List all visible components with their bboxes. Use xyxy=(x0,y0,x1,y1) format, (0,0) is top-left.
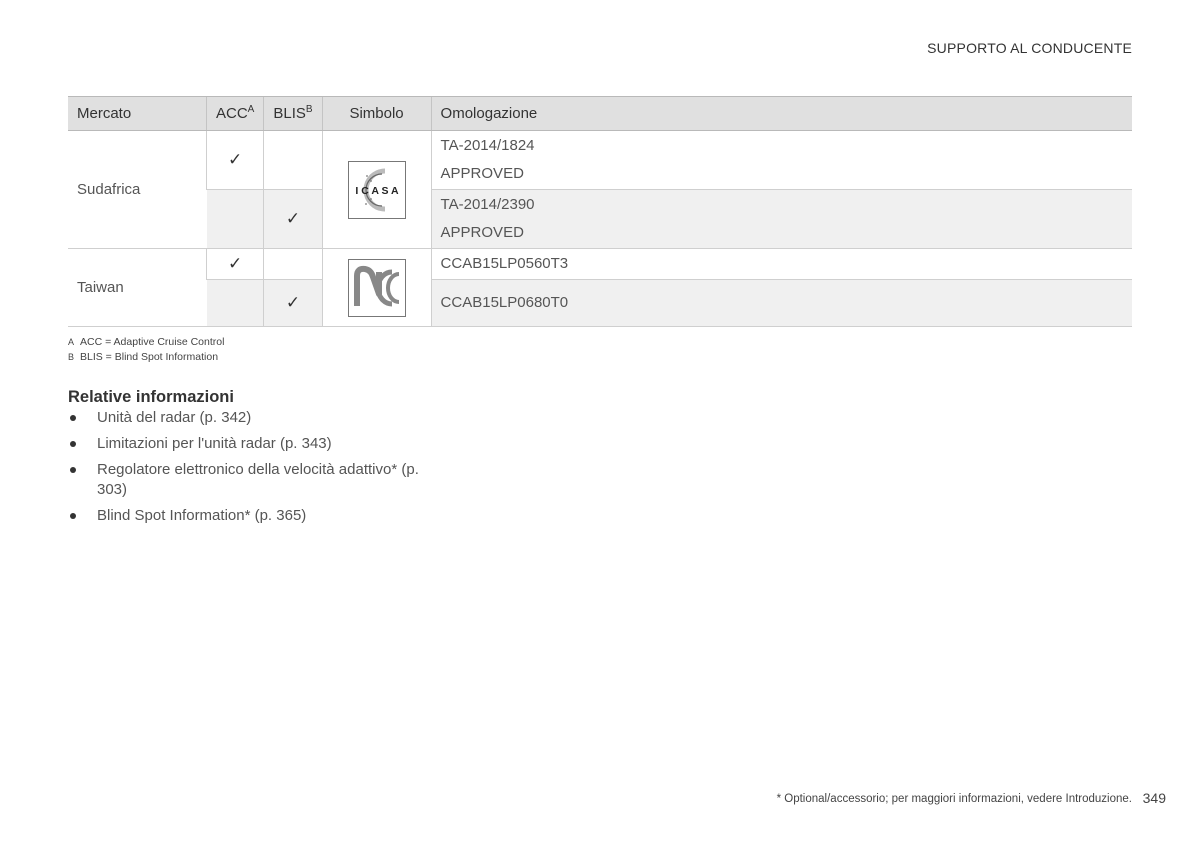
header-market: Mercato xyxy=(68,97,207,131)
related-link[interactable] xyxy=(68,460,428,500)
symbol-cell xyxy=(322,131,431,249)
table-row xyxy=(68,280,1132,327)
icasa-logo-text: I C A S A xyxy=(354,184,399,197)
related-link[interactable] xyxy=(68,408,428,428)
approval-status: APPROVED xyxy=(440,224,524,241)
approval-status: APPROVED xyxy=(440,165,524,182)
footnote-text: ACC = Adaptive Cruise Control xyxy=(80,336,225,348)
footnote-ref-b: B xyxy=(305,104,313,115)
footer-note: * Optional/accessorio; per maggiori informazioni, vedere Introduzione. xyxy=(776,793,1132,805)
check-icon: ✓ xyxy=(228,254,243,273)
approval-code: CCAB15LP0560T3 xyxy=(440,255,569,272)
approval-code: TA-2014/2390 xyxy=(440,196,535,213)
footnote-mark: B xyxy=(68,352,75,362)
related-link-text: Regolatore elettronico della velocità adattivo* (p. 303) xyxy=(97,461,419,498)
approval-cell xyxy=(431,131,1132,190)
related-info-list xyxy=(68,408,428,532)
table-header-row xyxy=(68,97,1132,131)
bullet-icon xyxy=(70,415,76,421)
ncc-logo-icon xyxy=(349,260,405,316)
footnotes xyxy=(68,335,224,365)
header-blis: $BLIS^B$ xyxy=(264,97,322,131)
footnote-text: BLIS = Blind Spot Information xyxy=(80,351,219,363)
related-info-title: Relative informazioni xyxy=(68,388,234,406)
approval-code: CCAB15LP0680T0 xyxy=(440,294,569,311)
footnote-ref-a: A xyxy=(247,104,255,115)
related-link[interactable] xyxy=(68,434,428,454)
icasa-logo-icon xyxy=(349,162,405,218)
approval-cell xyxy=(431,280,1132,327)
related-link-text: Limitazioni per l'unità radar (p. 343) xyxy=(97,435,332,452)
icasa-logo xyxy=(348,161,406,219)
related-link[interactable] xyxy=(68,506,428,526)
approval-table xyxy=(68,96,1132,327)
blis-cell xyxy=(264,249,322,280)
footnote xyxy=(68,350,224,365)
related-link-text: Blind Spot Information* (p. 365) xyxy=(97,507,307,524)
blis-cell xyxy=(264,131,322,190)
market-cell: Taiwan xyxy=(68,249,207,327)
bullet-icon xyxy=(70,467,76,473)
blis-cell xyxy=(264,190,322,249)
footnote xyxy=(68,335,224,350)
acc-cell xyxy=(207,249,264,280)
market-cell: Sudafrica xyxy=(68,131,207,249)
check-icon: ✓ xyxy=(285,209,301,228)
header-acc: $ACC^A$ xyxy=(207,97,264,131)
bullet-icon xyxy=(70,513,76,519)
section-title: SUPPORTO AL CONDUCENTE xyxy=(927,40,1132,56)
blis-cell xyxy=(264,280,322,327)
header-approval: Omologazione xyxy=(431,97,1132,131)
related-link-text: Unità del radar (p. 342) xyxy=(97,409,252,426)
bullet-icon xyxy=(70,441,76,447)
acc-cell xyxy=(207,190,264,249)
acc-cell xyxy=(207,131,264,190)
table-row xyxy=(68,249,1132,280)
symbol-cell xyxy=(322,249,431,327)
table-row xyxy=(68,190,1132,249)
approval-code: TA-2014/1824 xyxy=(440,137,535,154)
approval-cell xyxy=(431,190,1132,249)
check-icon: ✓ xyxy=(228,150,243,169)
ncc-logo xyxy=(348,259,406,317)
header-symbol: Simbolo xyxy=(322,97,431,131)
page-number: 349 xyxy=(1142,790,1166,806)
table-row xyxy=(68,131,1132,190)
check-icon: ✓ xyxy=(285,293,301,312)
approval-cell xyxy=(431,249,1132,280)
footnote-mark: A xyxy=(68,337,75,347)
acc-cell xyxy=(207,280,264,327)
